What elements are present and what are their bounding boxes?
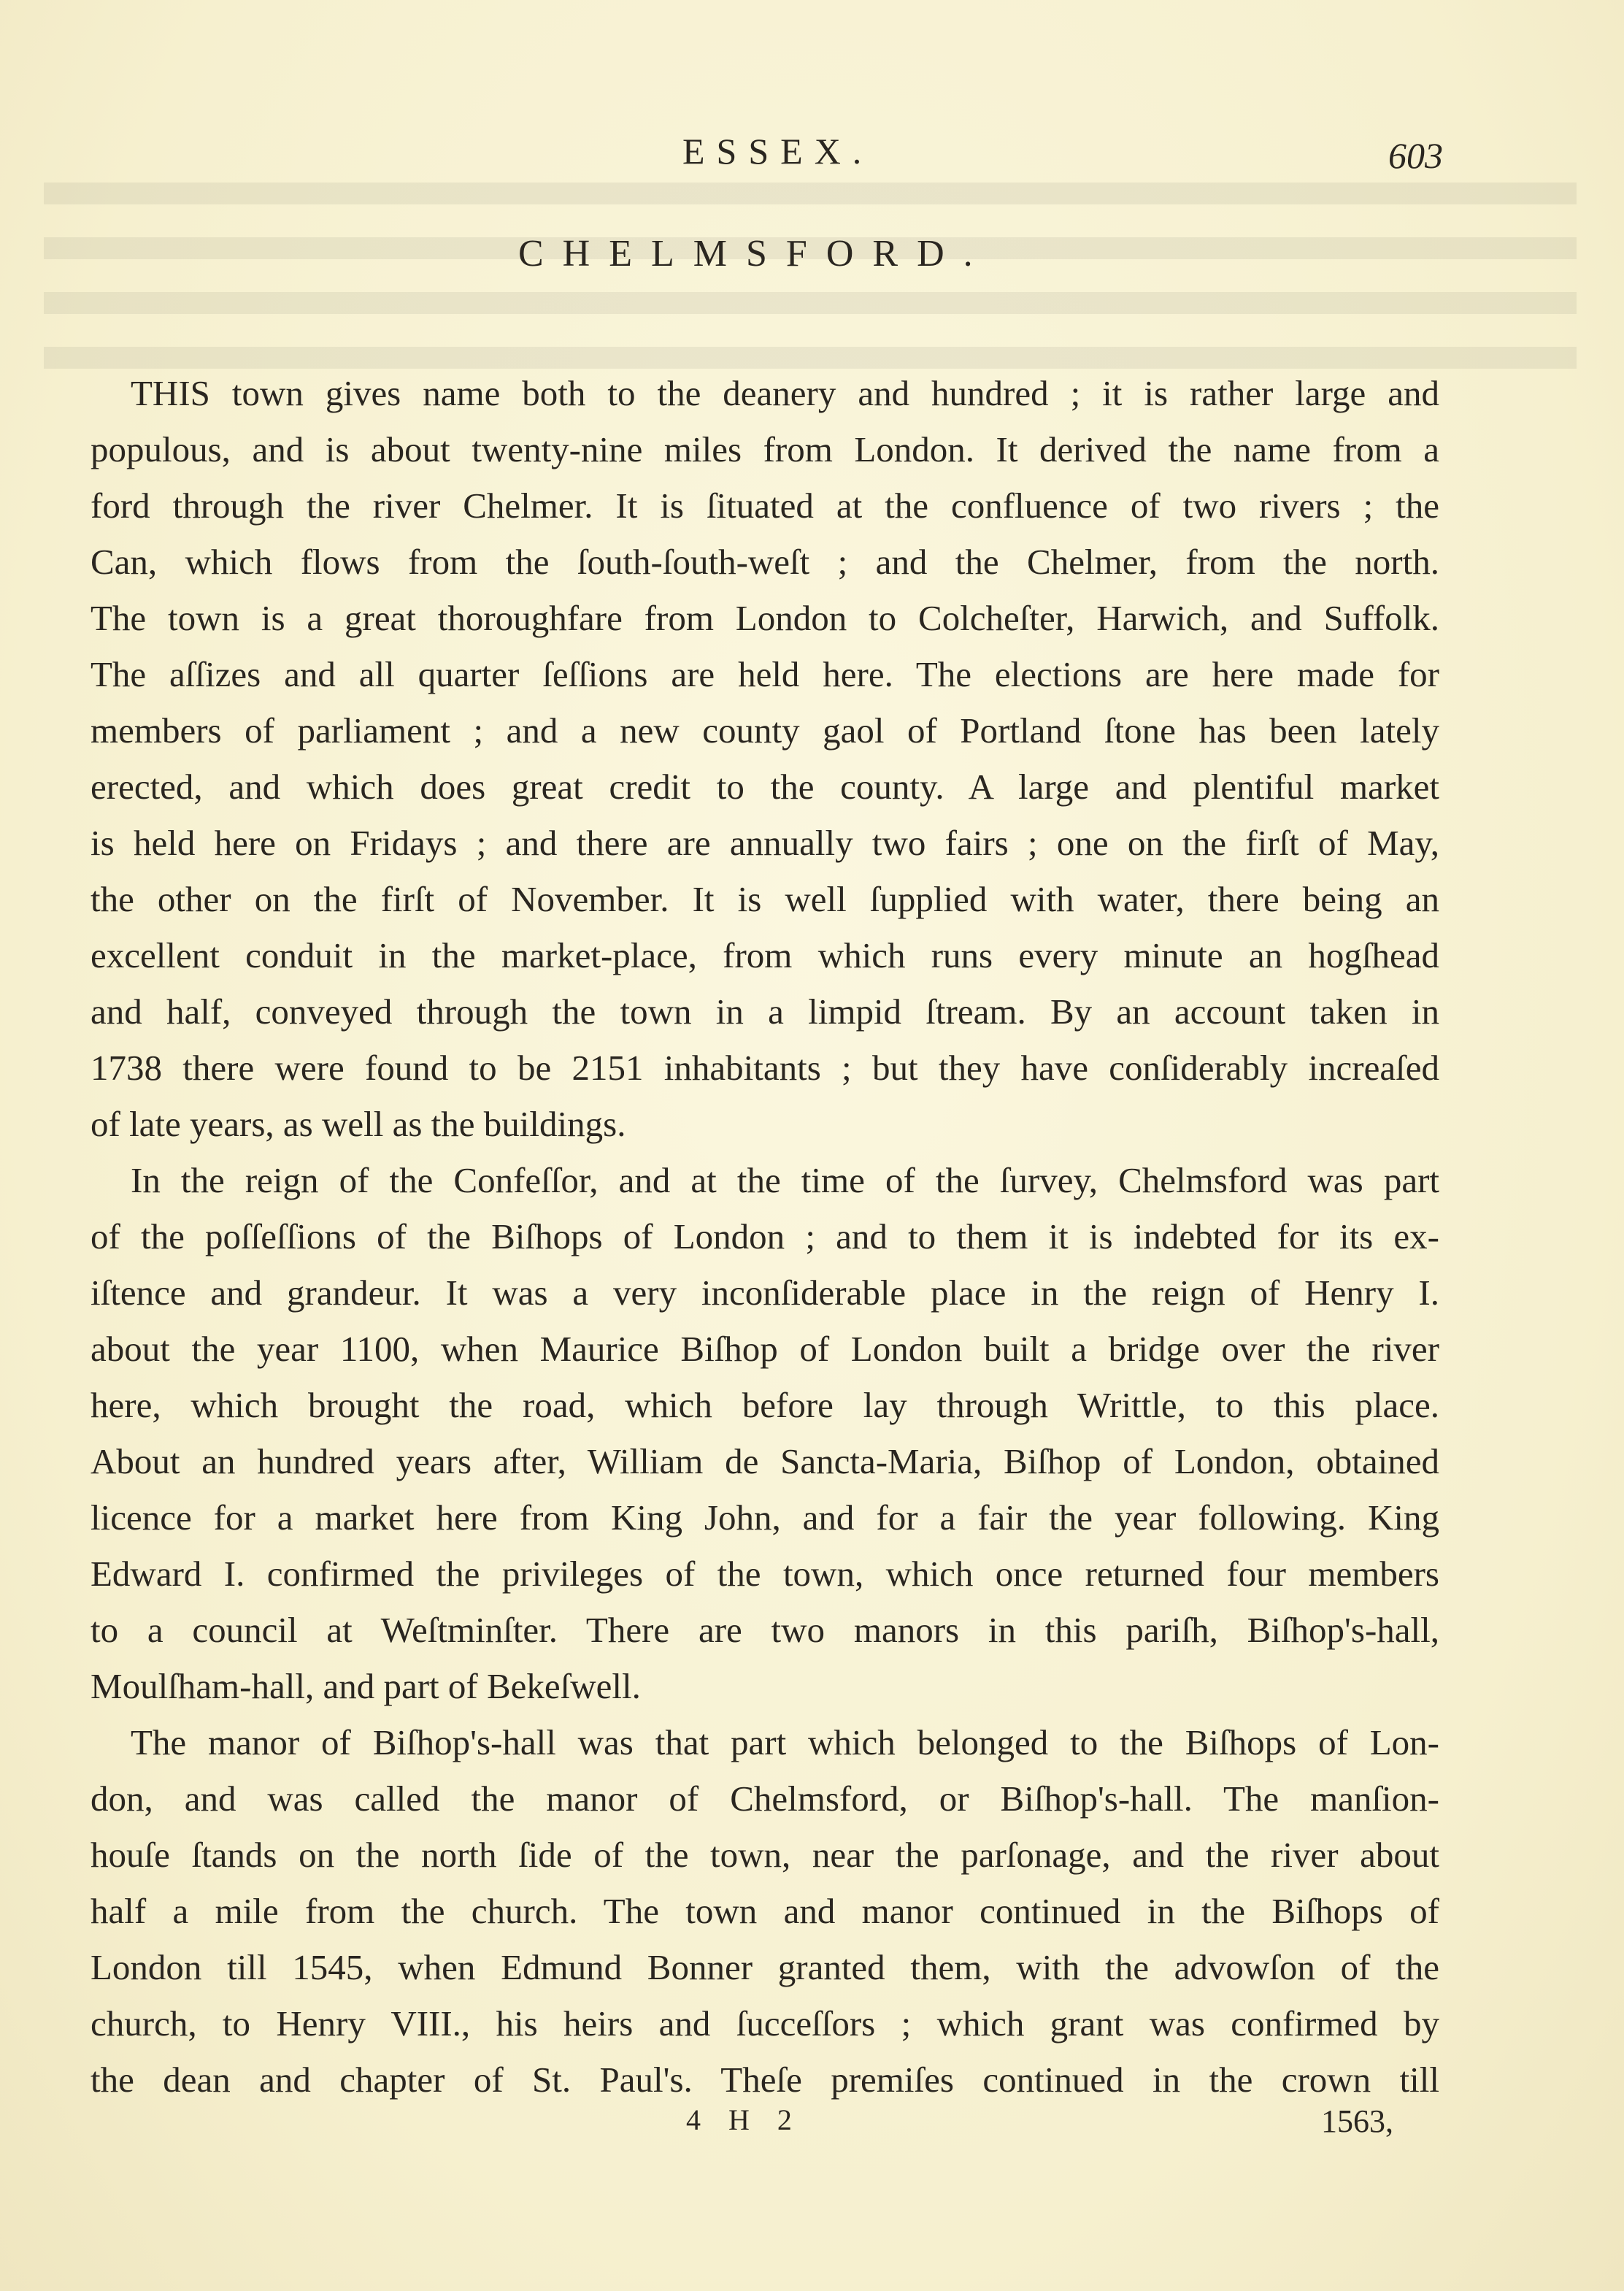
text-line: excellent conduit in the market-place, from which runs every minute an hogſhead	[91, 935, 1439, 975]
text-line: The aſſizes and all quarter ſeſſions are held here. The elections are here made for	[91, 654, 1439, 694]
page-footer	[0, 2103, 1624, 2146]
signature-mark: 4 H 2	[686, 2103, 802, 2136]
text-line: 1738 there were found to be 2151 inhabitants ; but they have conſiderably increaſed	[91, 1048, 1439, 1088]
text-line: here, which brought the road, which before lay through Writtle, to this place.	[91, 1385, 1439, 1425]
text-line: and half, conveyed through the town in a limpid ſtream. By an account taken in	[91, 991, 1439, 1032]
text-line: Moulſham-hall, and part of Bekeſwell.	[91, 1666, 641, 1706]
text-line: Can, which flows from the ſouth-ſouth-weſt ; and the Chelmer, from the north.	[91, 542, 1439, 582]
text-line: Edward I. confirmed the privileges of the town, which once returned four members	[91, 1554, 1439, 1594]
text-line: licence for a market here from King John, and for a fair the year following. King	[91, 1497, 1439, 1538]
text-line: THIS town gives name both to the deanery and hundred ; it is rather large and	[131, 373, 1439, 413]
text-line: don, and was called the manor of Chelmsford, or Biſhop's-hall. The manſion-	[91, 1778, 1439, 1819]
catchword: 1563,	[1321, 2103, 1393, 2139]
text-line: iſtence and grandeur. It was a very inconſiderable place in the reign of Henry I.	[91, 1273, 1439, 1313]
county-heading: ESSEX.	[682, 131, 874, 172]
text-line: The town is a great thoroughfare from London to Colcheſter, Harwich, and Suffolk.	[91, 598, 1439, 638]
text-line: half a mile from the church. The town and manor continued in the Biſhops of	[91, 1891, 1439, 1931]
text-line: The manor of Biſhop's-hall was that part which belonged to the Biſhops of Lon-	[131, 1722, 1439, 1762]
text-line: London till 1545, when Edmund Bonner granted them, with the advowſon of the	[91, 1947, 1439, 1987]
page-number: 603	[1388, 135, 1443, 176]
body-text	[91, 365, 1439, 2108]
text-line: members of parliament ; and a new county gaol of Portland ſtone has been lately	[91, 710, 1439, 751]
text-line: church, to Henry VIII., his heirs and ſucceſſors ; which grant was confirmed by	[91, 2003, 1439, 2044]
text-line: About an hundred years after, William de Sancta-Maria, Biſhop of London, obtained	[91, 1441, 1439, 1481]
text-line: ford through the river Chelmer. It is ſituated at the confluence of two rivers ; the	[91, 486, 1439, 526]
section-title: CHELMSFORD.	[518, 233, 992, 275]
text-line: to a council at Weſtminſter. There are two manors in this pariſh, Biſhop's-hall,	[91, 1610, 1439, 1650]
text-line: the dean and chapter of St. Paul's. Theſe premiſes continued in the crown till	[91, 2060, 1439, 2100]
text-line: of late years, as well as the buildings.	[91, 1104, 626, 1144]
text-line: about the year 1100, when Maurice Biſhop of London built a bridge over the river	[91, 1329, 1439, 1369]
text-line: of the poſſeſſions of the Biſhops of London ; and to them it is indebted for its ex-	[91, 1216, 1439, 1256]
running-head	[0, 130, 1624, 188]
text-line: populous, and is about twenty-nine miles from London. It derived the name from a	[91, 429, 1439, 469]
text-line: erected, and which does great credit to the county. A large and plentiful market	[91, 767, 1439, 807]
text-line: In the reign of the Confeſſor, and at the time of the ſurvey, Chelmsford was part	[131, 1160, 1439, 1200]
text-line: the other on the firſt of November. It is well ſupplied with water, there being an	[91, 879, 1439, 919]
text-line: is held here on Fridays ; and there are annually two fairs ; one on the firſt of May,	[91, 823, 1439, 863]
text-line: houſe ſtands on the north ſide of the town, near the parſonage, and the river about	[91, 1835, 1439, 1875]
